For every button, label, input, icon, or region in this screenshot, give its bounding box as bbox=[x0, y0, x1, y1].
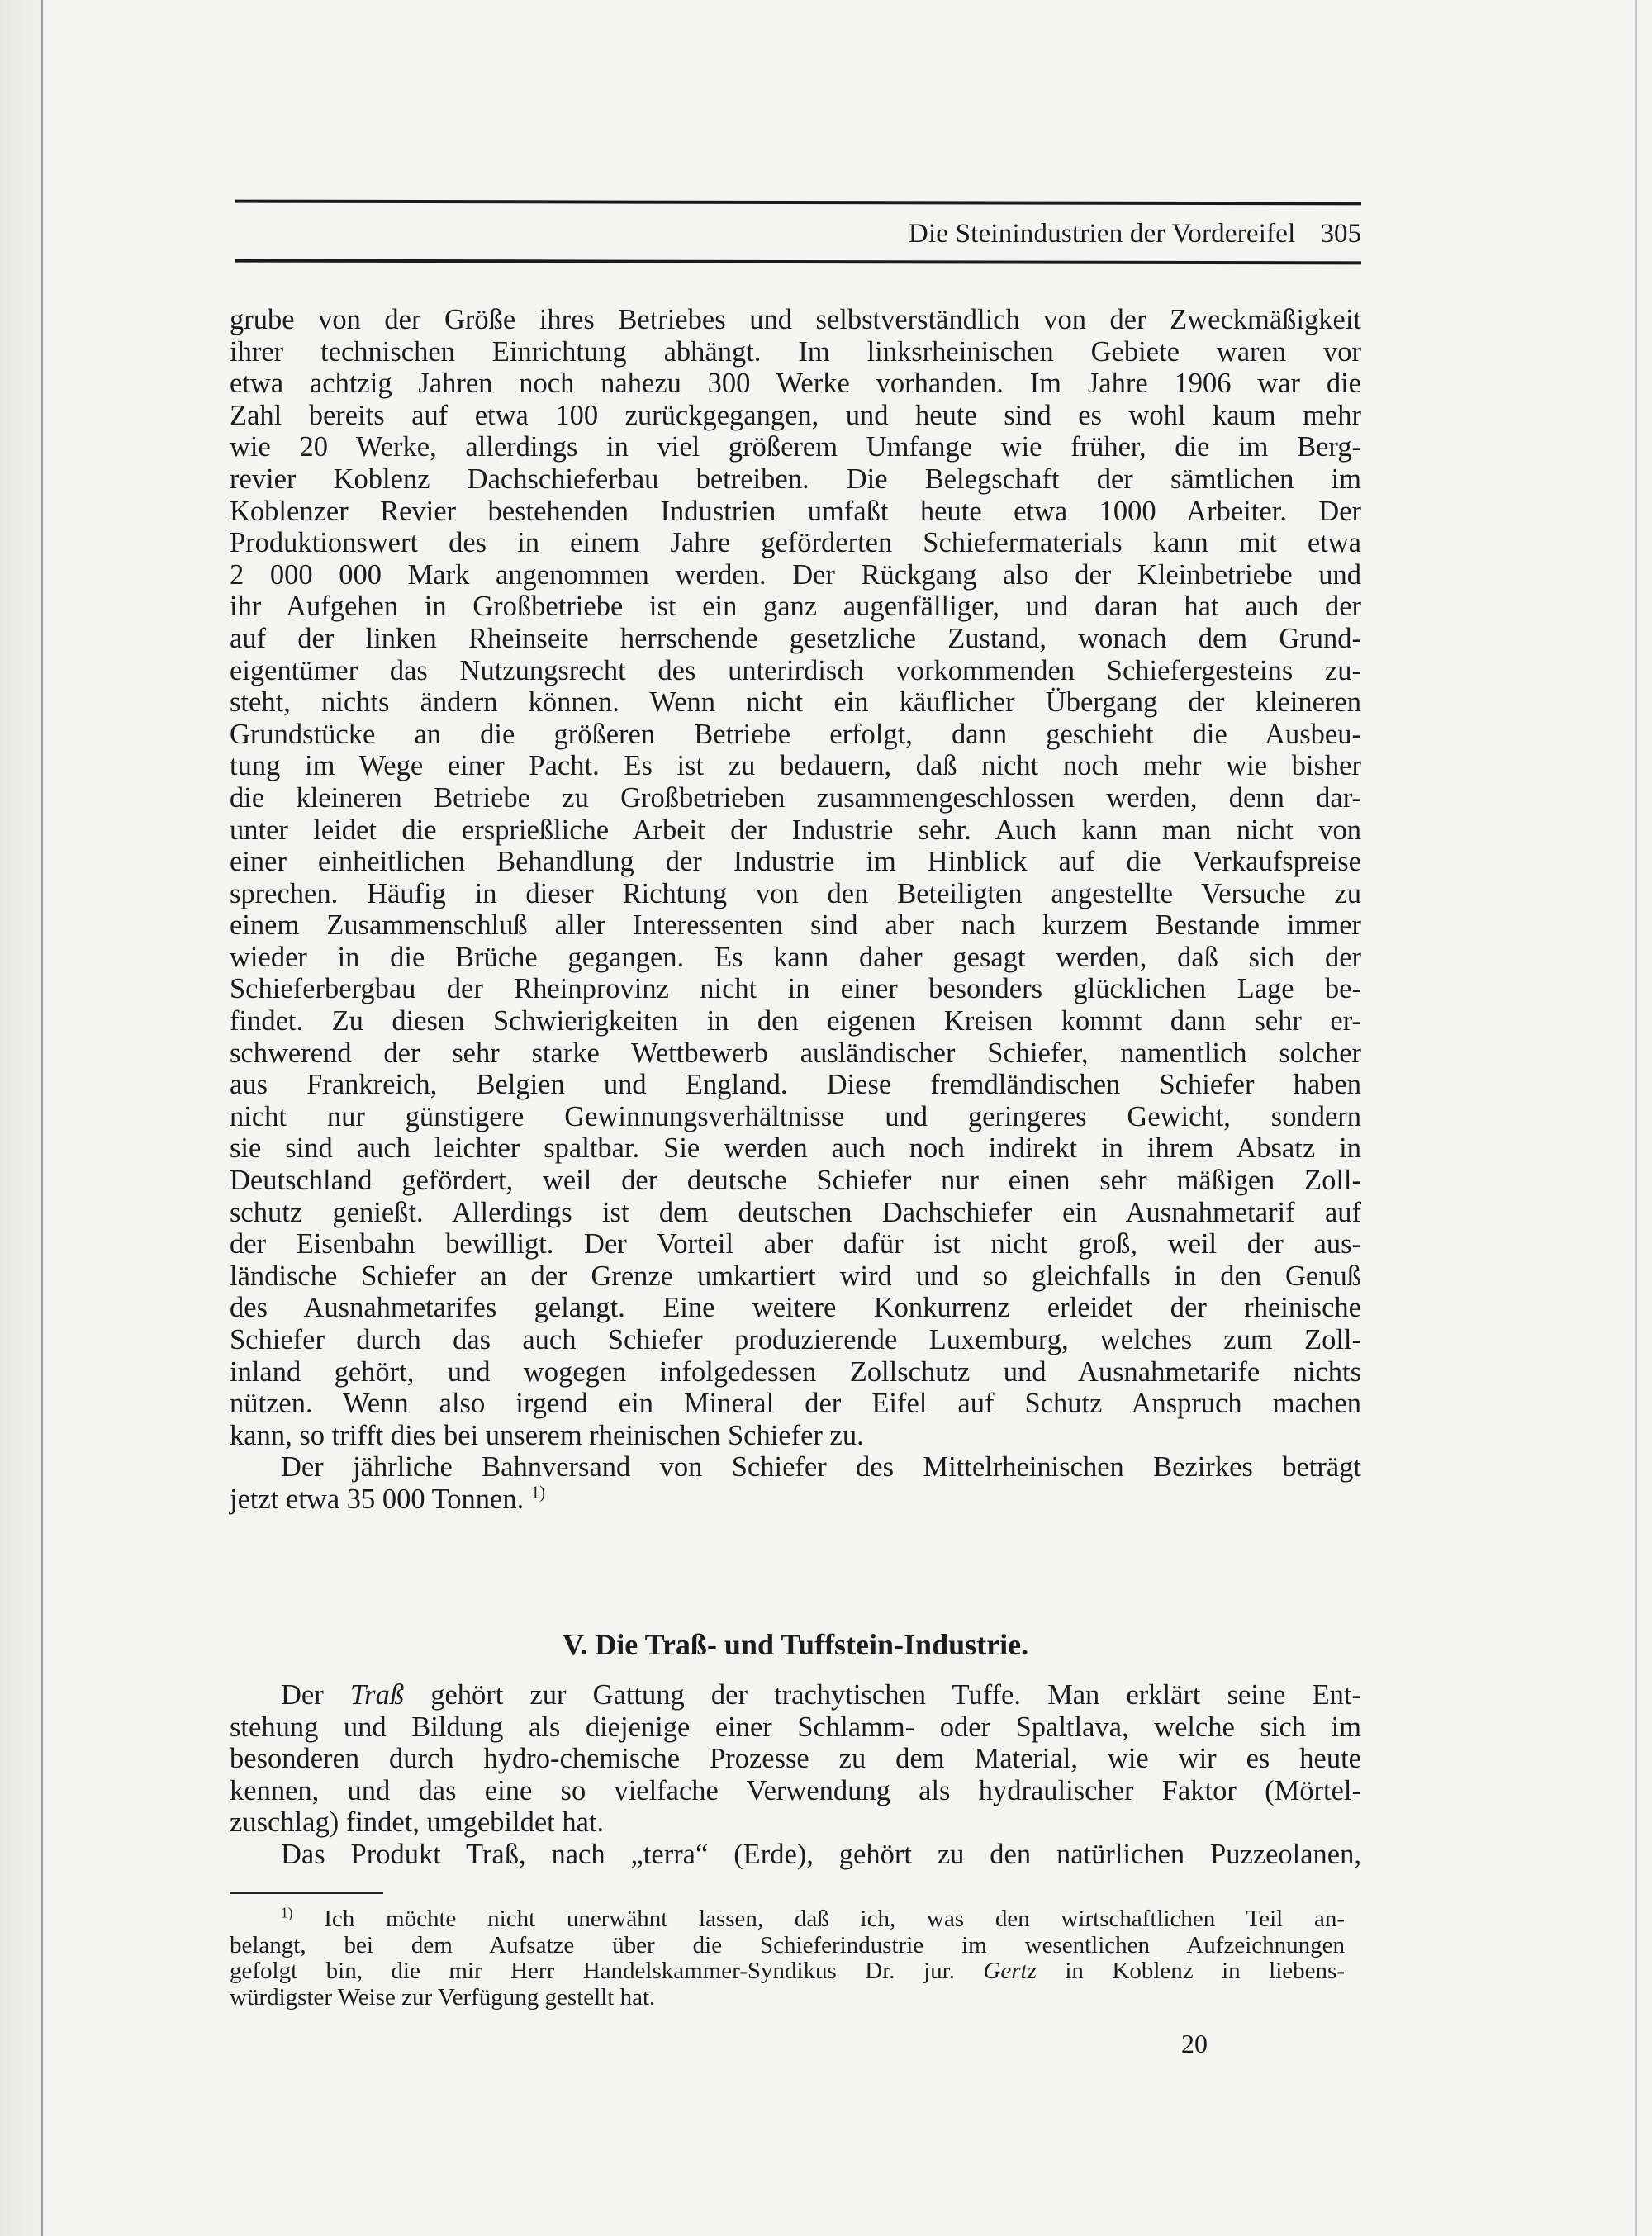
text-line: sie sind auch leichter spaltbar. Sie werden auch noch indirekt in ihrem Absatz in bbox=[230, 1132, 1361, 1165]
text-line: nützen. Wenn also irgend ein Mineral der Eifel auf Schutz Anspruch machen bbox=[230, 1388, 1361, 1420]
footnote-line bbox=[230, 1958, 1345, 1985]
text-line: tung im Wege einer Pacht. Es ist zu bedauern, daß nicht noch mehr wie bisher bbox=[230, 750, 1361, 782]
text-line bbox=[230, 1679, 1361, 1711]
header-rule-bottom bbox=[235, 259, 1361, 265]
text-line: Koblenzer Revier bestehenden Industrien umfaßt heute etwa 1000 Arbeiter. Der bbox=[230, 495, 1361, 527]
text-line: ihrer technischen Einrichtung abhängt. Im linksrheinischen Gebiete waren vor bbox=[230, 335, 1361, 368]
text-line: wie 20 Werke, allerdings in viel größerem Umfange wie früher, die im Berg- bbox=[230, 431, 1361, 463]
text-fragment: Ich möchte nicht unerwähnt lassen, daß ich, was den wirtschaftlichen Teil an- bbox=[292, 1906, 1345, 1932]
text-fragment: gefolgt bin, die mir Herr Handelskammer-Syndikus Dr. jur. bbox=[230, 1958, 984, 1984]
signature-mark: 20 bbox=[1181, 2029, 1208, 2058]
text-line: die kleineren Betriebe zu Großbetrieben zusammengeschlossen werden, denn dar- bbox=[230, 781, 1361, 814]
text-line: kann, so trifft dies bei unserem rheinischen Schiefer zu. bbox=[230, 1419, 864, 1451]
text-fragment: gehört zur Gattung der trachytischen Tuffe. Man erklärt seine Ent- bbox=[404, 1679, 1362, 1711]
footnote-reference[interactable]: 1) bbox=[530, 1484, 546, 1503]
section-paragraphs bbox=[230, 1679, 1361, 1871]
text-line: auf der linken Rheinseite herrschende gesetzliche Zustand, wonach dem Grund- bbox=[230, 622, 1361, 654]
text-line: der Eisenbahn bewilligt. Der Vorteil aber dafür ist nicht groß, weil der aus- bbox=[230, 1228, 1361, 1260]
text-line: inland gehört, und wogegen infolgedessen Zollschutz und Ausnahmetarife nichts bbox=[230, 1355, 1361, 1388]
emphasis-gertz: Gertz bbox=[983, 1958, 1037, 1984]
text-line: Zahl bereits auf etwa 100 zurückgegangen, und heute sind es wohl kaum mehr bbox=[230, 399, 1361, 431]
text-line: Der jährliche Bahnversand von Schiefer des Mittelrheinischen Bezirkes beträgt bbox=[281, 1451, 1361, 1484]
body-paragraphs bbox=[230, 304, 1361, 1516]
text-line: nicht nur günstigere Gewinnungsverhältnisse und geringeres Gewicht, sondern bbox=[230, 1100, 1361, 1132]
text-line: eigentümer das Nutzungsrecht des unterirdisch vorkommenden Schiefergesteins zu- bbox=[230, 654, 1361, 686]
page-number: 305 bbox=[1320, 219, 1361, 249]
text-line: 2 000 000 Mark angenommen werden. Der Rückgang also der Kleinbetriebe und bbox=[230, 558, 1361, 591]
page-right-edge bbox=[1635, 0, 1637, 2236]
text-line: einer einheitlichen Behandlung der Industrie im Hinblick auf die Verkaufspreise bbox=[230, 846, 1361, 878]
page-binding-edge bbox=[0, 0, 43, 2236]
running-title: Die Steinindustrien der Vordereifel bbox=[908, 219, 1296, 249]
text-line: aus Frankreich, Belgien und England. Diese fremdländischen Schiefer haben bbox=[230, 1069, 1361, 1101]
text-line: ländische Schiefer an der Grenze umkartiert wird und so gleichfalls in den Genuß bbox=[230, 1260, 1361, 1292]
text-line: unter leidet die ersprießliche Arbeit der Industrie sehr. Auch kann man nicht von bbox=[230, 814, 1361, 846]
footnote-line: belangt, bei dem Aufsatze über die Schieferindustrie im wesentlichen Aufzeichnungen bbox=[230, 1931, 1345, 1958]
text-line: steht, nichts ändern können. Wenn nicht ein käuflicher Übergang der kleineren bbox=[230, 686, 1361, 719]
footnote-separator bbox=[230, 1892, 383, 1894]
text-line: Schieferbergbau der Rheinprovinz nicht in einer besonders glücklichen Lage be- bbox=[230, 973, 1361, 1005]
text-line: Grundstücke an die größeren Betriebe erfolgt, dann geschieht die Ausbeu- bbox=[230, 718, 1361, 750]
text-line: Deutschland gefördert, weil der deutsche Schiefer nur einen sehr mäßigen Zoll- bbox=[230, 1165, 1361, 1197]
running-header bbox=[235, 201, 1361, 263]
text-fragment: Der bbox=[281, 1679, 350, 1711]
text-line: etwa achtzig Jahren noch nahezu 300 Werke vorhanden. Im Jahre 1906 war die bbox=[230, 368, 1361, 400]
text-fragment: in Koblenz in liebens- bbox=[1036, 1958, 1345, 1984]
header-line bbox=[235, 204, 1361, 255]
text-line: findet. Zu diesen Schwierigkeiten in den eigenen Kreisen kommt dann sehr er- bbox=[230, 1005, 1361, 1037]
text-line: schwerend der sehr starke Wettbewerb ausländischer Schiefer, namentlich solcher bbox=[230, 1037, 1361, 1069]
text-line: jetzt etwa 35 000 Tonnen. bbox=[230, 1483, 525, 1515]
text-line: kennen, und das eine so vielfache Verwendung als hydraulischer Faktor (Mörtel- bbox=[230, 1774, 1361, 1806]
text-line: besonderen durch hydro-chemische Prozesse zu dem Material, wie wir es heute bbox=[230, 1743, 1361, 1775]
text-line: Das Produkt Traß, nach „terra“ (Erde), gehört zu den natürlichen Puzzeolanen, bbox=[281, 1838, 1361, 1870]
footnote-line: würdigster Weise zur Verfügung gestellt hat. bbox=[230, 1983, 656, 2011]
text-line-with-footnote bbox=[230, 1484, 1361, 1516]
text-line: zuschlag) findet, umgebildet hat. bbox=[230, 1806, 605, 1839]
paragraph-schiefer bbox=[230, 304, 1361, 1451]
text-line: einem Zusammenschluß aller Interessenten sind aber nach kurzem Bestande immer bbox=[230, 909, 1361, 942]
text-line: wieder in die Brüche gegangen. Es kann daher gesagt werden, daß sich der bbox=[230, 941, 1361, 973]
text-line: des Ausnahmetarifes gelangt. Eine weitere Konkurrenz erleidet der rheinische bbox=[230, 1292, 1361, 1324]
section-heading: V. Die Traß- und Tuffstein-Industrie. bbox=[562, 1628, 1029, 1661]
text-line: ihr Aufgehen in Großbetriebe ist ein ganz augenfälliger, und daran hat auch der bbox=[230, 591, 1361, 623]
text-line: stehung und Bildung als diejenige einer Schlamm- oder Spaltlava, welche sich im bbox=[230, 1711, 1361, 1743]
text-line: schutz genießt. Allerdings ist dem deutschen Dachschiefer ein Ausnahmetarif auf bbox=[230, 1196, 1361, 1228]
text-line: sprechen. Häufig in dieser Richtung von den Beteiligten angestellte Versuche zu bbox=[230, 877, 1361, 909]
text-line: Schiefer durch das auch Schiefer produzierende Luxemburg, welches zum Zoll- bbox=[230, 1324, 1361, 1355]
text-line: grube von der Größe ihres Betriebes und selbstverständlich von der Zweckmäßigkeit bbox=[230, 304, 1361, 335]
footnote-marker: 1) bbox=[281, 1904, 293, 1921]
emphasis-trass: Traß bbox=[349, 1679, 405, 1711]
text-line: Produktionswert des in einem Jahre geförderten Schiefermaterials kann mit etwa bbox=[230, 527, 1361, 559]
footnote-line bbox=[230, 1906, 1345, 1933]
text-line: revier Koblenz Dachschieferbau betreiben. Die Belegschaft der sämtlichen im bbox=[230, 463, 1361, 495]
paragraph-bahnversand bbox=[230, 1451, 1361, 1515]
footnote bbox=[230, 1906, 1345, 2011]
